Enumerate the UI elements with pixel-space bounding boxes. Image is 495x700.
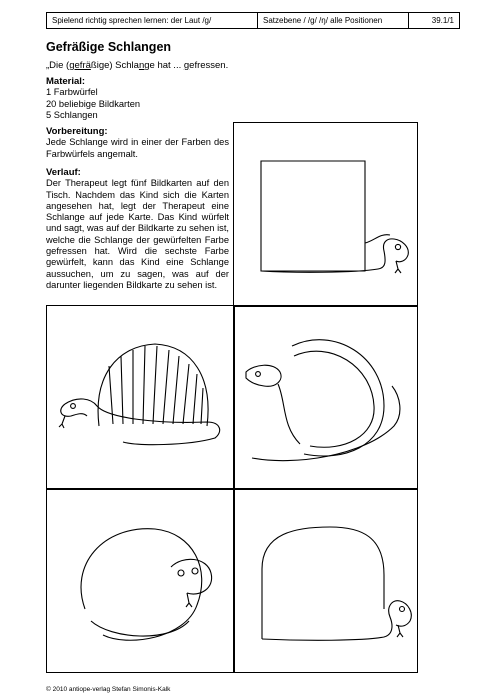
header-series-title: Spielend richtig sprechen lernen: der Laut /g/: [47, 13, 258, 28]
material-item: 5 Schlangen: [46, 109, 98, 120]
target-sentence: „Die (gefräßige) Schlange hat ... gefressen.: [46, 60, 229, 71]
snake-behind-dome-illustration: [47, 306, 234, 489]
header-bar: [46, 12, 460, 29]
snake-card-4: [46, 488, 235, 673]
snake-card-2: [46, 305, 235, 490]
header-topic: Satzebene / /g/ /ŋ/ alle Positionen: [258, 13, 409, 28]
snake-behind-arch-illustration: [234, 489, 417, 672]
procedure-heading: Verlauf:: [46, 167, 81, 178]
page-title: Gefräßige Schlangen: [46, 40, 172, 54]
material-list: [46, 87, 140, 121]
material-heading: Material:: [46, 76, 86, 87]
snake-around-ball-illustration: [234, 306, 417, 489]
material-section: [46, 76, 140, 121]
copyright-footer: © 2010 antiope-verlag Stefan Simonis-Kalk: [46, 686, 171, 693]
snake-card-5: [233, 488, 418, 673]
material-item: 1 Farbwürfel: [46, 87, 98, 98]
preparation-section: [46, 126, 229, 160]
header-page-number: 39.1/1: [431, 16, 454, 25]
preparation-heading: Vorbereitung:: [46, 126, 108, 137]
snake-behind-box-illustration: [234, 123, 417, 306]
snake-card-1: [233, 122, 418, 307]
snake-card-3: [233, 305, 418, 490]
procedure-section: [46, 167, 229, 291]
material-item: 20 beliebige Bildkarten: [46, 98, 141, 109]
preparation-text: Jede Schlange wird in einer der Farben des Farbwürfels angemalt.: [46, 137, 229, 159]
round-snake-illustration: [47, 489, 234, 672]
procedure-text: Der Therapeut legt fünf Bildkarten auf den Tisch. Nachdem das Kind sich die Karten angesehen hat, legt der Therapeut eine Schlange auf jede Karte. Das Kind würfelt und sagt, was auf der Bildkarte zu sehen ist, welche die Schlange der gewürfelten Farbe gefressen hat. Wird die sechste Farbe gewürfelt, kann das Kind eine Schlange aussuchen, um zu sagen, was auf der darunter liegenden Bildkarte zu sehen ist.: [46, 178, 229, 290]
